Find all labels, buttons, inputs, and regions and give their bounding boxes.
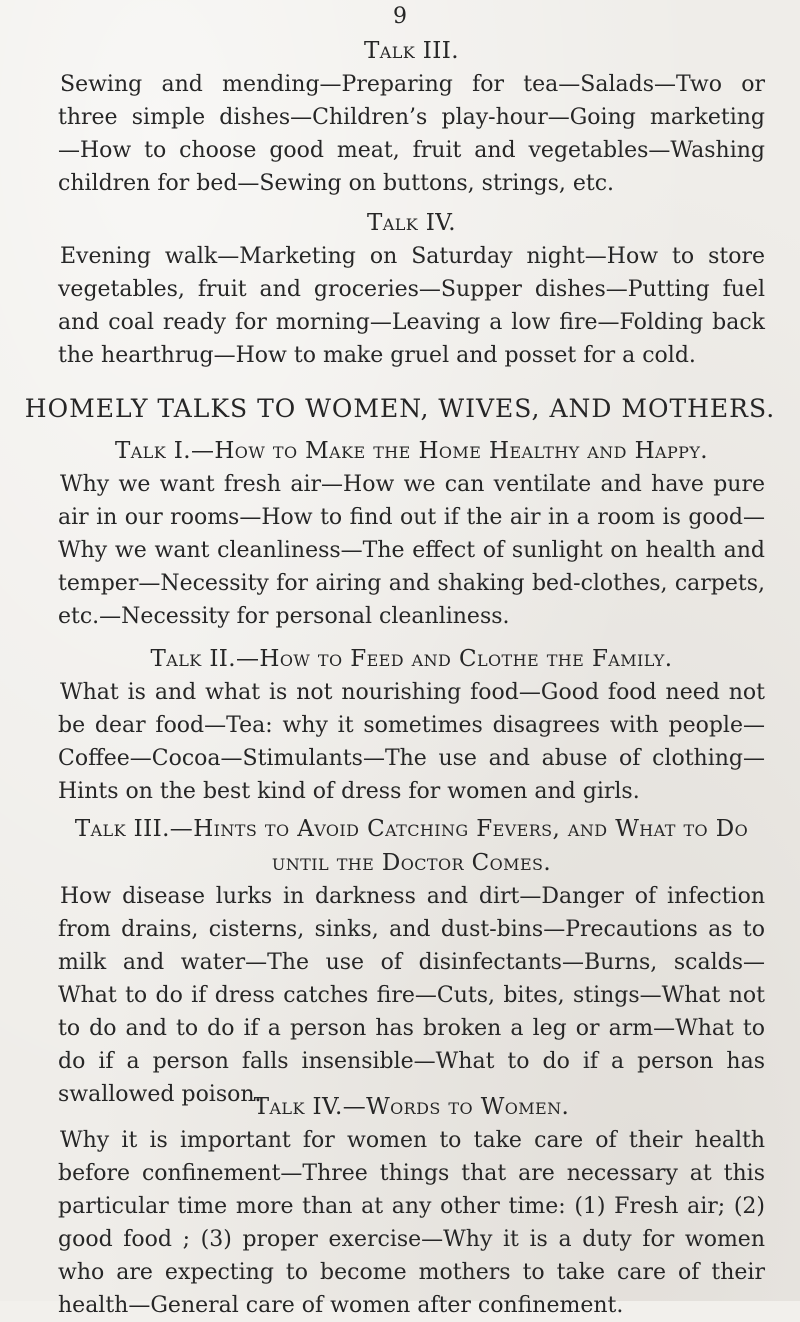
- talk-heading: Talk III.: [364, 38, 459, 64]
- section-homely-talk-2: [58, 642, 765, 808]
- talk-body: What is and what is not nourishing food—Good food need not be dear food—Tea: why it sometimes disagrees with people—Coffee—Cocoa—Stimulants—The use and abuse of clothing—Hints on the best kind of dress for women and girls.: [58, 680, 765, 804]
- talk-heading: Talk IV.: [367, 210, 456, 236]
- talk-body: Why it is important for women to take care of their health before confinement—Three things that are necessary at this particular time more than at any other time: (1) Fresh air; (2) good food ; (3) proper exercise—Why it is a duty for women who are expecting to become mothers to take care of their health—General care of women after confinement.: [58, 1128, 765, 1318]
- talk-heading: Talk III.—Hints to Avoid Catching Fevers, and What to Do until the Doctor Comes.: [74, 816, 749, 876]
- main-title: HOMELY TALKS TO WOMEN, WIVES, AND MOTHERS.: [24, 394, 776, 423]
- talk-body: How disease lurks in darkness and dirt—Danger of infection from drains, cisterns, sinks, and dust-bins—Precautions as to milk and water—The use of disinfectants—Burns, scalds—What to do if dress catches fire—Cuts, bites, stings—What not to do and to do if a person has broken a leg or arm—What to do if a person falls insensible—What to do if a person has swallowed poison.: [58, 884, 765, 1107]
- talk-body: Evening walk—Marketing on Saturday night—How to store vegetables, fruit and groceries—Supper dishes—Putting fuel and coal ready for morning—Leaving a low fire—Folding back the hearthrug—How to make gruel and posset for a cold.: [58, 244, 765, 368]
- section-homely-talk-4: [58, 1090, 765, 1322]
- talk-heading: Talk IV.—Words to Women.: [253, 1094, 570, 1120]
- talk-heading: Talk I.—How to Make the Home Healthy and Happy.: [114, 438, 709, 464]
- section-talk-3-part1: [58, 34, 765, 200]
- page-number: 9: [393, 4, 407, 29]
- section-homely-talk-3: [58, 812, 765, 1111]
- talk-body: Sewing and mending—Preparing for tea—Salads—Two or three simple dishes—Children’s play-hour—Going marketing —How to choose good meat, fruit and vegetables—Washing children for bed—Sewing on buttons, strings, etc.: [58, 72, 765, 196]
- talk-heading: Talk II.—How to Feed and Clothe the Family.: [150, 646, 673, 672]
- section-homely-talk-1: [58, 434, 765, 633]
- section-talk-4-part1: [58, 206, 765, 372]
- talk-body: Why we want fresh air—How we can ventilate and have pure air in our rooms—How to find out if the air in a room is good—Why we want cleanliness—The effect of sunlight on health and temper—Necessity for airing and shaking bed-clothes, carpets, etc.—Necessity for personal cleanliness.: [58, 472, 765, 629]
